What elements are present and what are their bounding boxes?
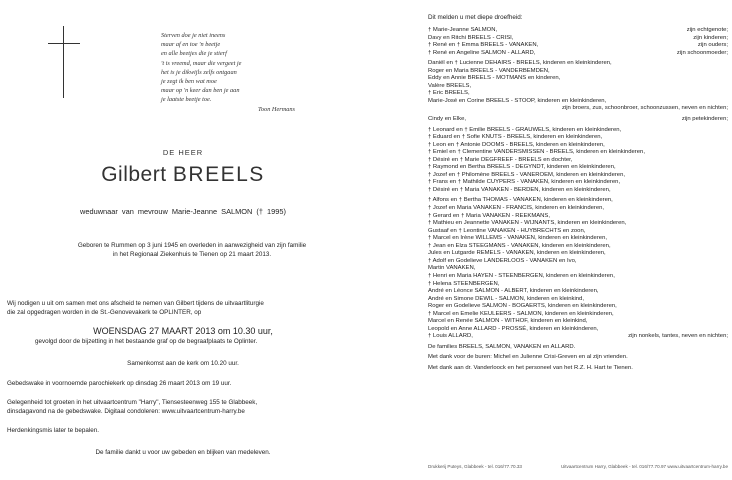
mourner-names: † Leon en † Antonie DOOMS - BREELS, kinderen en kleinkinderen, (428, 141, 605, 148)
mourner-names: Davy en Ritchi BREELS - CRISI, (428, 34, 514, 41)
mourner-names: Eddy en Annie BREELS - MOTMANS en kinderen, (428, 75, 561, 82)
mourner-row (428, 149, 728, 157)
mourner-names: Leopold en Anne ALLARD - PROSSÉ, kinderen en kleinkinderen, (428, 325, 599, 332)
mourner-row (428, 344, 728, 352)
mourner-names: † Jean en Elza STEEGMANS - VANAKEN, kinderen en kleinkinderen, (428, 242, 611, 249)
mourner-names: † Leonard en † Emilie BREELS - GRAUWELS, kinderen en kleinkinderen, (428, 126, 622, 133)
first-name: Gilbert (101, 163, 167, 186)
mourner-row (428, 127, 728, 135)
mourner-names: Cindy en Elke, (428, 116, 466, 123)
mourner-relation: zijn kinderen; (693, 34, 728, 41)
mourner-names: Met dank aan dr. Vanderloock en het personeel van het R.Z. H. Hart te Tienen. (428, 364, 633, 371)
poem-line: 't is vreemd, maar die vergeet je (161, 59, 242, 67)
mourner-row (428, 288, 728, 296)
condolence-line: dinsdagavond na de gebedswake. Digitaal condoleren: www.uitvaartcentrum-harry.be (7, 408, 245, 415)
mourner-row (428, 35, 728, 43)
mourning-intro: Dit melden u met diepe droefheid: (428, 14, 523, 21)
mourner-relation: zijn schoonmoeder; (676, 49, 728, 56)
mourner-row (428, 228, 728, 236)
condolence-line: Gelegenheid tot groeten in het uitvaartcentrum "Harry", Tiensesteenweg 155 te Glabbeek, (7, 399, 258, 406)
cross-icon (48, 26, 80, 98)
mourner-names: Marie-José en Corine BREELS - STOOP, kinderen en kleinkinderen, (428, 97, 607, 104)
mourner-relation: zijn nonkels, tantes, neven en nichten; (628, 333, 728, 340)
wake-text: Gebedswake in voornoemde parochiekerk op dinsdag 26 maart 2013 om 19 uur. (7, 380, 232, 387)
mourner-names: † Jozef en Maria VANAKEN - FRANCIS, kinderen en kleinkinderen, (428, 205, 605, 212)
mourner-names: † Désiré en † Marie DEGFREEF - BREELS en dochter, (428, 156, 573, 163)
mourner-row (428, 50, 728, 58)
mourner-names: † Emiel en † Clementine VANDERSMISSEN - BREELS, kinderen en kleinkinderen, (428, 149, 645, 156)
mourner-names: Gustaaf en † Leontine VANAKEN - HUYBRECHTS en zoon, (428, 227, 586, 234)
mourner-row (428, 273, 728, 281)
mourner-names: André en Simone DEWIL - SALMON, kinderen en kleinkind, (428, 295, 584, 302)
mourner-names: † Mathieu en Jeannette VANAKEN - WIJNANTS, kinderen en kleinkinderen, (428, 220, 627, 227)
mourner-row (428, 164, 728, 172)
mourner-row (428, 303, 728, 311)
mourner-row (428, 60, 728, 68)
mourner-row (428, 187, 728, 195)
mourner-row (428, 311, 728, 319)
mourner-names: † Désiré en † Maria VANAKEN - BERDEN, kinderen en kleinkinderen, (428, 186, 611, 193)
mourner-names: † Alfons en † Bertha THOMAS - VANAKEN, kinderen en kleinkinderen, (428, 197, 613, 204)
mourner-row (428, 90, 728, 98)
mourner-row (428, 157, 728, 165)
mourner-row (428, 116, 728, 124)
mourner-names: † Gerard en † Maria VANAKEN - REEKMANS, (428, 212, 550, 219)
mourner-relation: zijn echtgenote; (686, 27, 728, 33)
mourner-relation: zijn ouders; (697, 42, 728, 49)
mourner-names: † Frans en † Mathilde CUYPERS - VANAKEN, kinderen en kleinkinderen, (428, 179, 621, 186)
mourner-names: André en Léonce SALMON - ALBERT, kinderen en kleinkinderen, (428, 288, 599, 295)
mourner-row (428, 105, 728, 113)
printer-credit: Drukkerij Puteys, Glabbeek - tel. 016/77.70.33 (428, 464, 522, 469)
mourner-row (428, 179, 728, 187)
mourner-names: † René en † Emma BREELS - VANAKEN, (428, 42, 539, 49)
mourner-row (428, 172, 728, 180)
mourner-row (428, 333, 728, 341)
poem-line: maar op 'n keer dan ben je aan (161, 87, 240, 95)
mourner-names: Jules en Lutgarde REMELS - VANAKEN, kinderen en kleinkinderen, (428, 250, 606, 257)
mourner-row (428, 134, 728, 142)
mourner-names: † Adolf en Godelieve LANDERLOOS - VANAKEN en Ivo, (428, 257, 577, 264)
mourner-names: † René en Angeline SALMON - ALLARD, (428, 49, 536, 56)
condolence-text (7, 398, 347, 416)
poem-line: je zegt ik ben wat moe (161, 78, 217, 86)
poem-line: het is je dikwijls zelfs ontgaan (161, 68, 237, 76)
mourner-row (428, 265, 728, 273)
poem (161, 31, 361, 114)
mourner-row (428, 27, 728, 35)
title-label: DE HEER (162, 148, 204, 157)
widower-line: weduwnaar van mevrouw Marie-Jeanne SALMON († 1995) (80, 207, 286, 216)
mourner-names: † Raymond en Bertha BREELS - DEGYNDT, kinderen en kleinkinderen, (428, 164, 616, 171)
mourner-row (428, 142, 728, 150)
mourner-row (428, 83, 728, 91)
poem-author: Toon Hermans (257, 105, 295, 113)
mourner-names: Roger en Godelieve SALMON - BOGAERTS, kinderen en kleinkinderen, (428, 303, 617, 310)
mourner-names: † Louis ALLARD, (428, 333, 473, 340)
mourner-row (428, 98, 728, 106)
mourner-names: Daniël en † Lucienne DEHAIRS - BREELS, kinderen en kleinkinderen, (428, 60, 612, 67)
invitation-line: die zal opgedragen worden in de St.-Genovevakerk te OPLINTER, op (7, 308, 202, 316)
remembrance-text: Herdenkingsmis later te bepalen. (7, 427, 100, 434)
mourning-list (428, 27, 728, 373)
mourner-names: † Jozef en † Philomène BREELS - VANEROEM, kinderen en kleinkinderen, (428, 171, 625, 178)
burial-text: gevolgd door de bijzetting in het bestaande graf op de begraafplaats te Oplinter. (35, 338, 258, 345)
mourner-row (428, 365, 728, 373)
mourner-names: † Eduard en † Sofie KNUTS - BREELS, kinderen en kleinkinderen, (428, 134, 603, 141)
mourner-row (428, 250, 728, 258)
mourner-row (428, 220, 728, 228)
mourner-names: † Henri en Maria HAYEN - STEENBERGEN, kinderen en kleinkinderen, (428, 272, 615, 279)
mourner-names: † Marcel en Emelie KEULEERS - SALMON, kinderen en kleinkinderen, (428, 310, 614, 317)
thanks-text: De familie dankt u voor uw gebeden en blijken van medeleven. (95, 449, 271, 456)
mourner-row (428, 296, 728, 304)
mourner-relation: zijn petekinderen; (681, 116, 728, 123)
mourner-row (428, 213, 728, 221)
birth-line: Geboren te Rummen op 3 juni 1945 en overleden in aanwezigheid van zijn familie (77, 242, 307, 249)
deceased-name (0, 163, 366, 187)
mourner-names: Marcel en Renée SALMON - WITHOF, kinderen en kleinkind, (428, 318, 588, 325)
mourner-row (428, 68, 728, 76)
mourner-names: † Helena STEENBERGEN, (428, 280, 500, 287)
invitation-text (7, 300, 327, 318)
invitation-line: Wij nodigen u uit om samen met ons afscheid te nemen van Gilbert tijdens de uitvaartliturgie (7, 300, 264, 307)
gathering-text: Samenkomst aan de kerk om 10.20 uur. (127, 360, 239, 367)
mourner-row (428, 235, 728, 243)
mourner-names: Martin VANAKEN, (428, 265, 476, 272)
birth-line: in het Regionaal Ziekenhuis te Tienen op 21 maart 2013. (112, 251, 272, 258)
service-date: WOENSDAG 27 MAART 2013 om 10.30 uur, (93, 326, 273, 336)
poem-line: je laatste beetje toe. (161, 96, 212, 104)
poem-line: maar af en toe 'n beetje (161, 41, 221, 49)
mourner-names: De families BREELS, SALMON, VANAKEN en ALLARD. (428, 343, 576, 350)
mourner-names: † Marie-Jeanne SALMON, (428, 27, 498, 33)
mourner-row (428, 197, 728, 205)
birth-death-text (62, 241, 322, 259)
mourner-row (428, 42, 728, 50)
poem-line: en alle beetjes die je stierf (161, 50, 227, 58)
mourner-names: † Marcel en Irène WILLEMS - VANAKEN, kinderen en kleinkinderen, (428, 235, 607, 242)
mourner-names: † Eric BREELS, (428, 90, 470, 97)
mourner-row (428, 281, 728, 289)
mourner-names: Roger en Maria BREELS - VANDERBEMDEN, (428, 67, 550, 74)
mourner-row (428, 75, 728, 83)
mourner-names: Met dank voor de buren: Michel en Julienne Crisi-Greven en al zijn vrienden. (428, 354, 628, 361)
surname: BREELS (172, 163, 265, 186)
mourner-row (428, 205, 728, 213)
mourner-row (428, 326, 728, 334)
poem-line: Sterven doe je niet ineens (161, 32, 226, 39)
mourner-row (428, 243, 728, 251)
mourner-row (428, 354, 728, 362)
mourner-row (428, 318, 728, 326)
mourner-relation: zijn broers, zus, schoonbroer, schoonzussen, neven en nichten; (561, 105, 728, 112)
mourner-names: Valère BREELS, (428, 82, 472, 89)
mourner-row (428, 258, 728, 266)
funeral-home-credit: Uitvaartcentrum Harry, Glabbeek - tel. 016/77.70.97 www.uitvaartcentrum-harry.be (560, 464, 728, 469)
